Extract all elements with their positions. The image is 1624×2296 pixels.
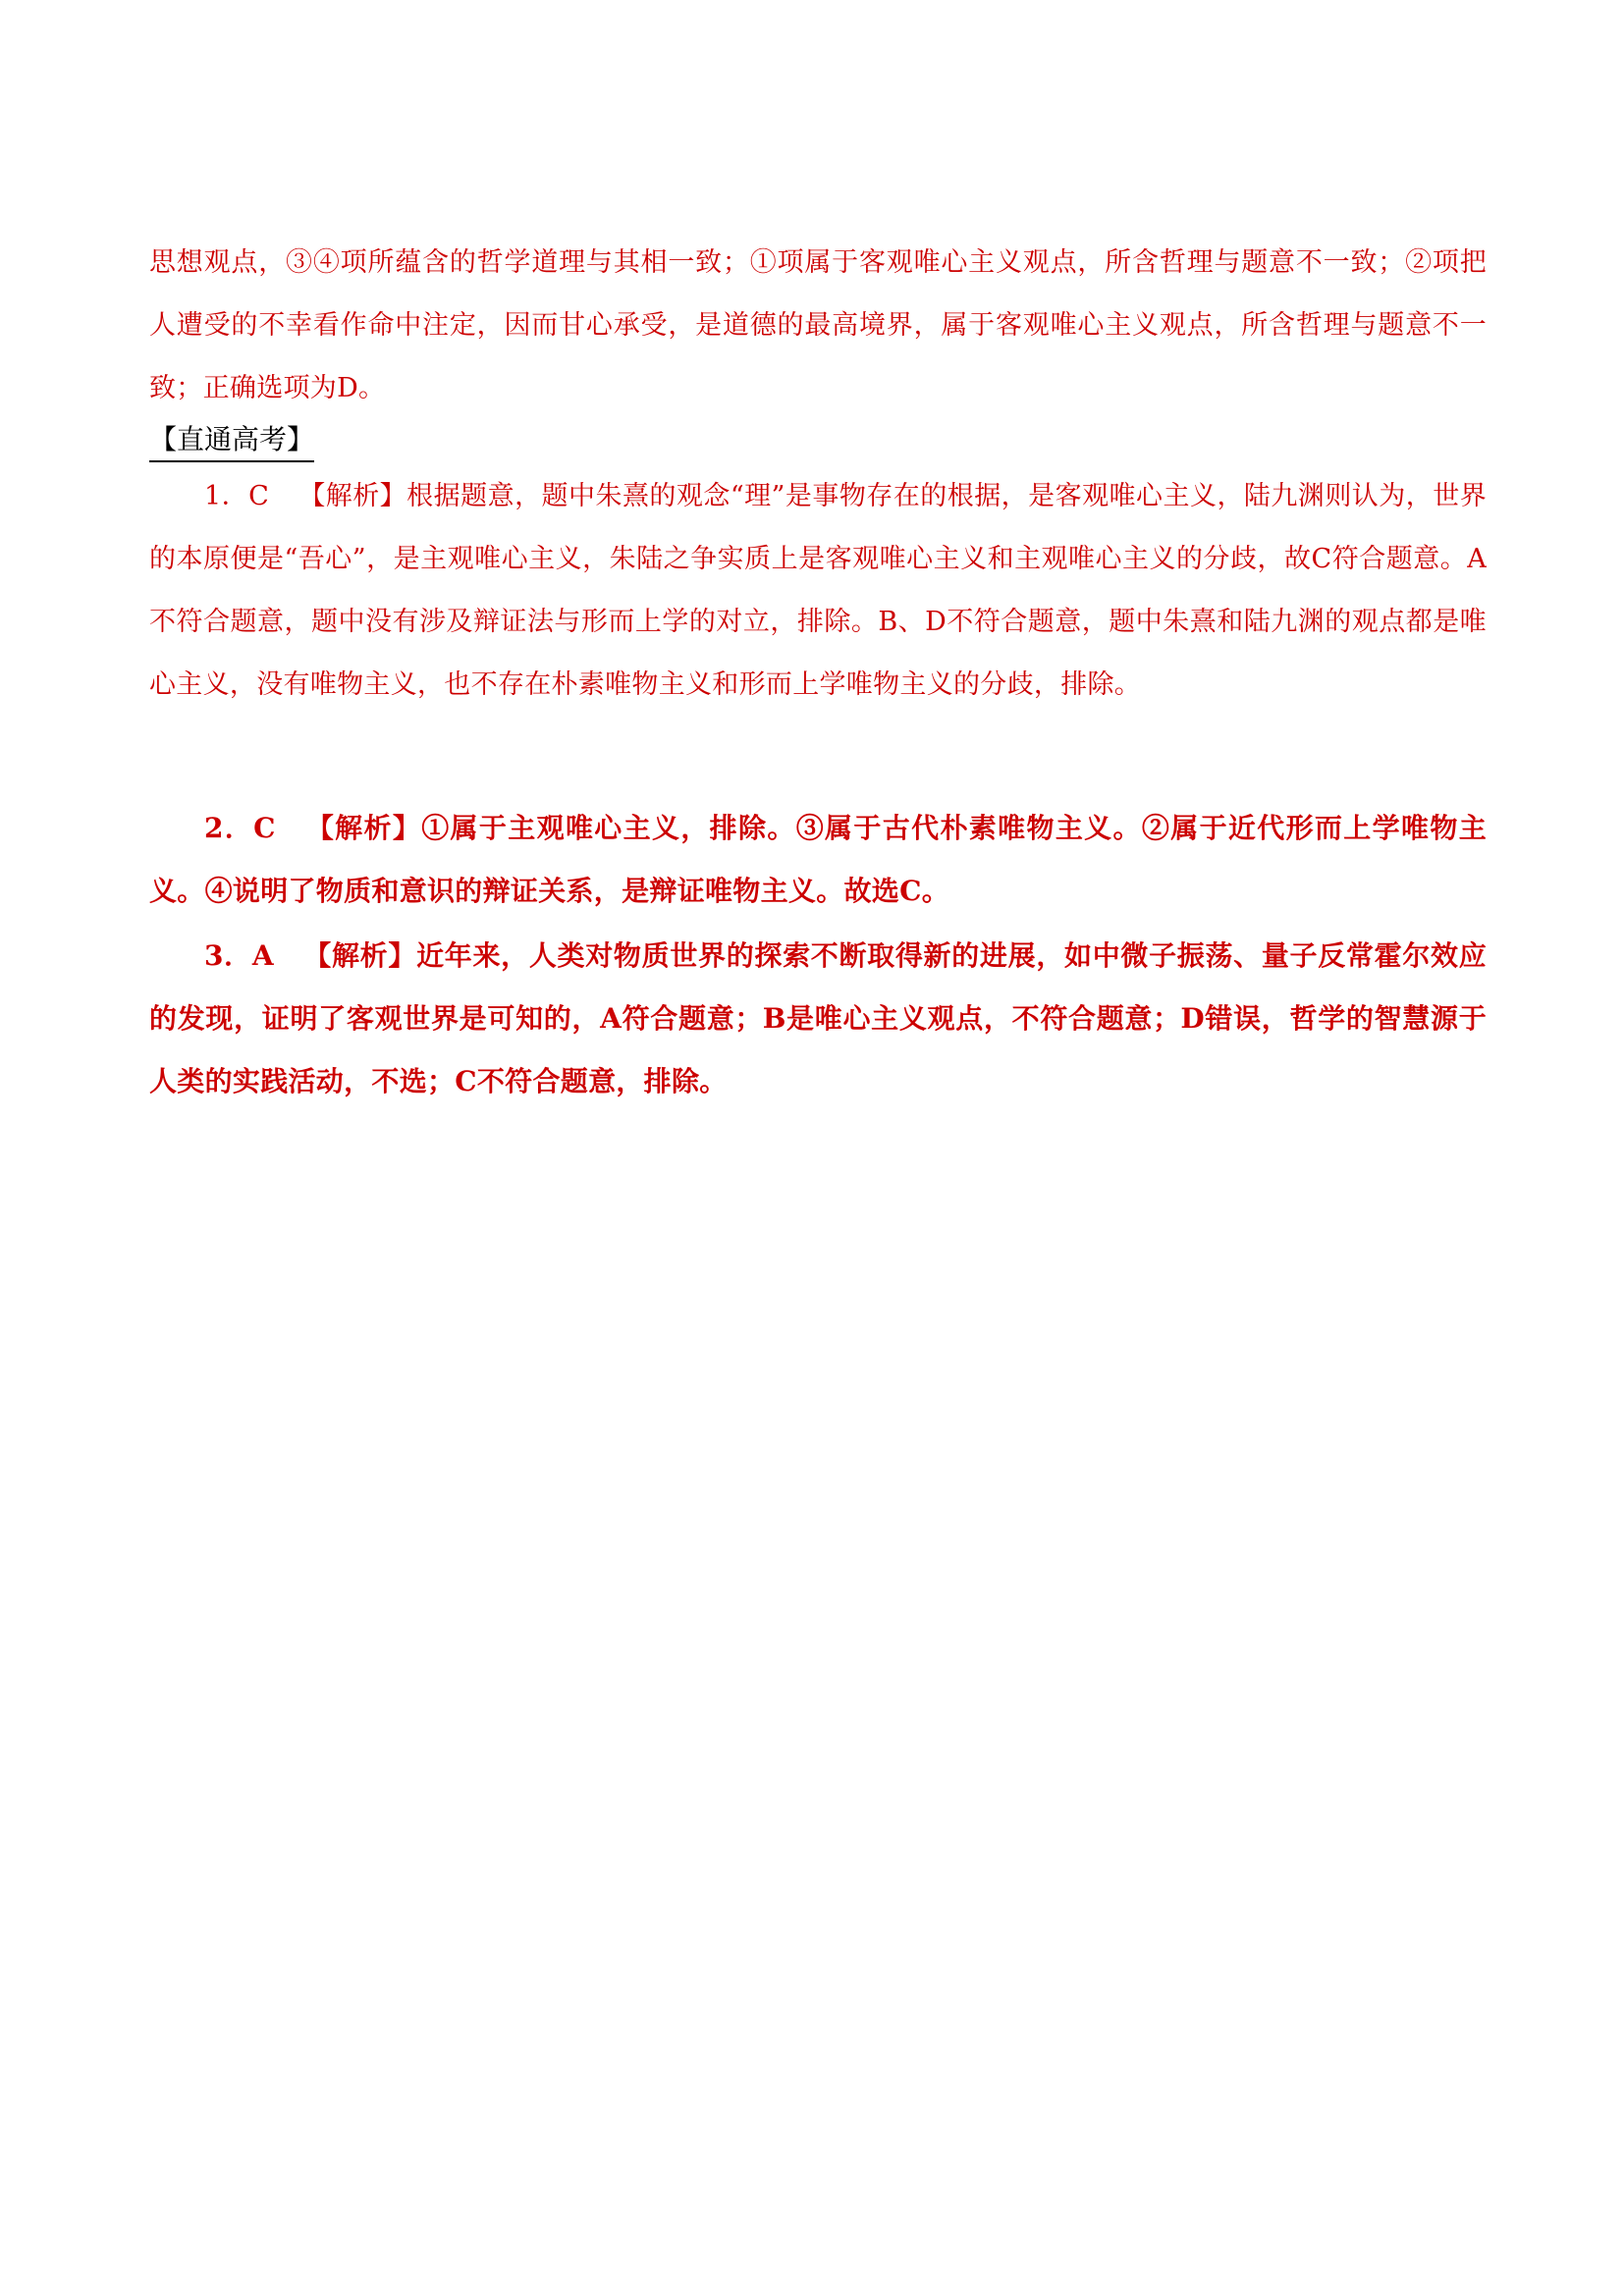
intro-text: 思想观点，③④项所蕴含的哲学道理与其相一致；①项属于客观唯心主义观点，所含哲理与题意不一致；②项把人遭受的不幸看作命中注定，因而甘心承受，是道德的最高境界，属于客观唯心主义观点，所含哲理与题意不一致；正确选项为D。 xyxy=(149,247,1487,403)
answer-2-text: ①属于主观唯心主义，排除。③属于古代朴素唯物主义。②属于近代形而上学唯物主义。④说明了物质和意识的辩证关系，是辩证唯物主义。故选C。 xyxy=(149,812,1487,907)
answer-3 xyxy=(149,925,1487,1113)
answer-2-number: 2．C xyxy=(204,812,276,844)
answer-3-tag: 【解析】 xyxy=(302,939,417,972)
answer-2 xyxy=(149,797,1487,923)
answer-1-number: 1．C xyxy=(204,481,270,511)
intro-paragraph xyxy=(149,232,1487,420)
answer-3-text: 近年来，人类对物质世界的探索不断取得新的进展，如中微子振荡、量子反常霍尔效应的发现，证明了客观世界是可知的，A符合题意；B是唯心主义观点，不符合题意；D错误，哲学的智慧源于人类的实践活动，不选；C不符合题意，排除。 xyxy=(149,939,1488,1097)
answer-1-text: 根据题意，题中朱熹的观念“理”是事物存在的根据，是客观唯心主义，陆九渊则认为，世界的本原便是“吾心”，是主观唯心主义，朱陆之争实质上是客观唯心主义和主观唯心主义的分歧，故C符合题意。A不符合题意，题中没有涉及辩证法与形而上学的对立，排除。B、D不符合题意，题中朱熹和陆九渊的观点都是唯心主义，没有唯物主义，也不存在朴素唯物主义和形而上学唯物主义的分歧，排除。 xyxy=(149,481,1488,700)
section-heading: 【直通高考】 xyxy=(149,420,314,462)
answer-1-tag: 【解析】 xyxy=(298,481,407,511)
answer-2-tag: 【解析】 xyxy=(304,812,422,844)
answer-1 xyxy=(149,465,1487,717)
answer-3-number: 3．A xyxy=(204,939,274,972)
